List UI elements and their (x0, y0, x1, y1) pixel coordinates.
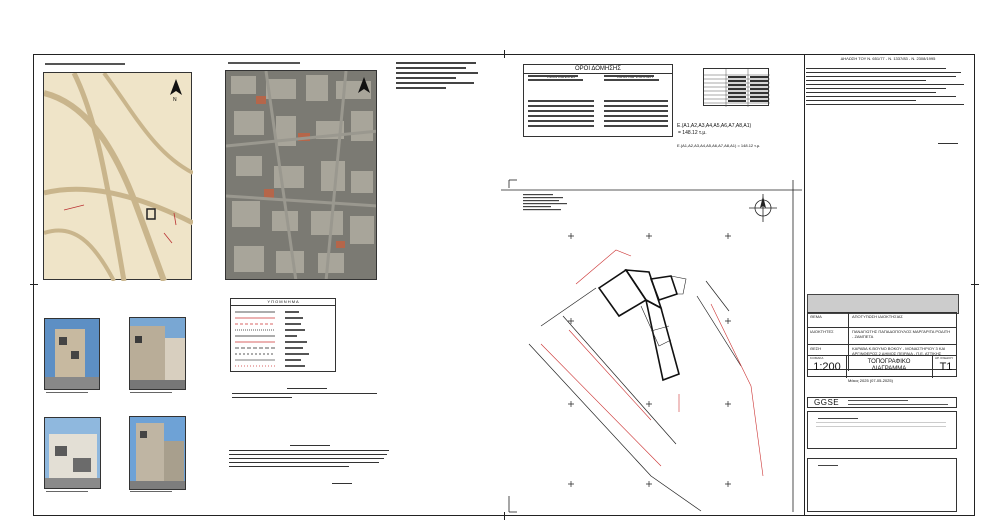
scale-label: ΚΛΙΜΑΚΑ (810, 356, 824, 360)
notes-block (396, 62, 480, 102)
drawing-info-row (807, 355, 957, 377)
location-value: ΚΑΡΑΒΑ Κ.ΒΟΥΝΟ ΒΟΚΟΥ - ΜΟΝΑΣΤΗΡΙΟΥ 3 ΚΑΙ ΑΡΓΙΝΘΕΡΟΣ 2 ΔΗΜΟΣ ΠΕΙΡΑΙΑ - Π.Ε. ΑΤΤΙΚΗΣ (852, 346, 946, 356)
old-map-caption (45, 63, 125, 65)
area-sum-value: = 148.12 τ.μ. (678, 130, 707, 136)
topographic-plan (501, 176, 802, 516)
site-photo-2 (129, 317, 186, 390)
owners-label: ΙΔΙΟΚΤΗΤΕΣ (808, 328, 849, 344)
site-photo-3 (44, 417, 101, 489)
signature-line (332, 483, 352, 484)
legend-title: Υ Π Ο Μ Ν Η Μ Α (231, 299, 335, 306)
title-block-header (807, 294, 957, 312)
signature-box-1 (807, 411, 957, 449)
north-arrow-icon (170, 79, 182, 106)
photo-caption (130, 491, 172, 492)
declaration-title: ΔΗΛΩΣΗ ΤΟΥ Ν. 651/77 - Ν. 1337/83 - Ν. 2308/1995 (840, 56, 936, 61)
building-terms-table (523, 64, 673, 137)
frame-tick (971, 284, 979, 285)
svg-text:N: N (173, 97, 177, 101)
photo-caption (46, 491, 88, 492)
drawing-title: ΤΟΠΟΓΡΑΦΙΚΟ ΔΙΑΓΡΑΜΜΑ (867, 359, 911, 372)
site-photo-1 (44, 318, 100, 390)
frame-tick (504, 50, 505, 58)
north-arrow-icon (358, 77, 370, 102)
building-terms-title: ΟΡΟΙ ΔΟΜΗΣΗΣ (524, 65, 672, 74)
declaration-text (806, 65, 966, 108)
signature-box-2 (807, 458, 957, 512)
right-terms-rows (604, 97, 668, 130)
company-logo: GGSE (814, 398, 840, 407)
location-label: ΘΕΣΗ (808, 345, 849, 371)
scale-value: 1:200 (813, 361, 841, 373)
owners-value: ΠΑΝΑΓΙΩΤΗΣ ΠΑΠΑΔΟΠΟΥΛΟΣ ΜΑΡΓΑΡΙΤΑ ΡΟΔΙΤΗ - ΖΑΜΠΕΤΑ (852, 329, 951, 339)
legend-notes (232, 388, 382, 398)
project-label: ΘΕΜΑ (808, 313, 849, 327)
frame-tick (30, 284, 38, 285)
company-row (807, 397, 957, 408)
sheet-label: ΑΡ. ΣΧΕΔΙΟΥ (935, 356, 954, 360)
project-value: ΑΠΟΤΥΠΩΣΗ ΙΔΙΟΚΤΗΣΙΑΣ (852, 314, 903, 319)
aerial-caption (228, 62, 300, 64)
left-terms-rows (528, 97, 594, 130)
photo-caption (46, 392, 88, 393)
photo-caption (130, 392, 172, 393)
legend-box (230, 298, 336, 372)
site-photo-4 (129, 416, 186, 490)
area-sum-formula: Ε.(Α1,Α2,Α3,Α4,Α5,Α6,Α7,Α8,Α1) (677, 123, 752, 129)
sheet-number: Τ1 (939, 361, 953, 373)
title-column-divider (804, 54, 805, 516)
surveyor-statement (229, 445, 391, 467)
drawing-date: Μάιος 2025 (07-05-2025) (848, 378, 893, 383)
signature-line (938, 143, 958, 144)
coordinates-table (703, 68, 769, 106)
area-sum-formula-2: Ε.(Α1,Α2,Α3,Α4,Α5,Α6,Α7,Α8,Α1) = 148.12 τ.μ. (677, 143, 761, 148)
aerial-photo (225, 70, 377, 280)
